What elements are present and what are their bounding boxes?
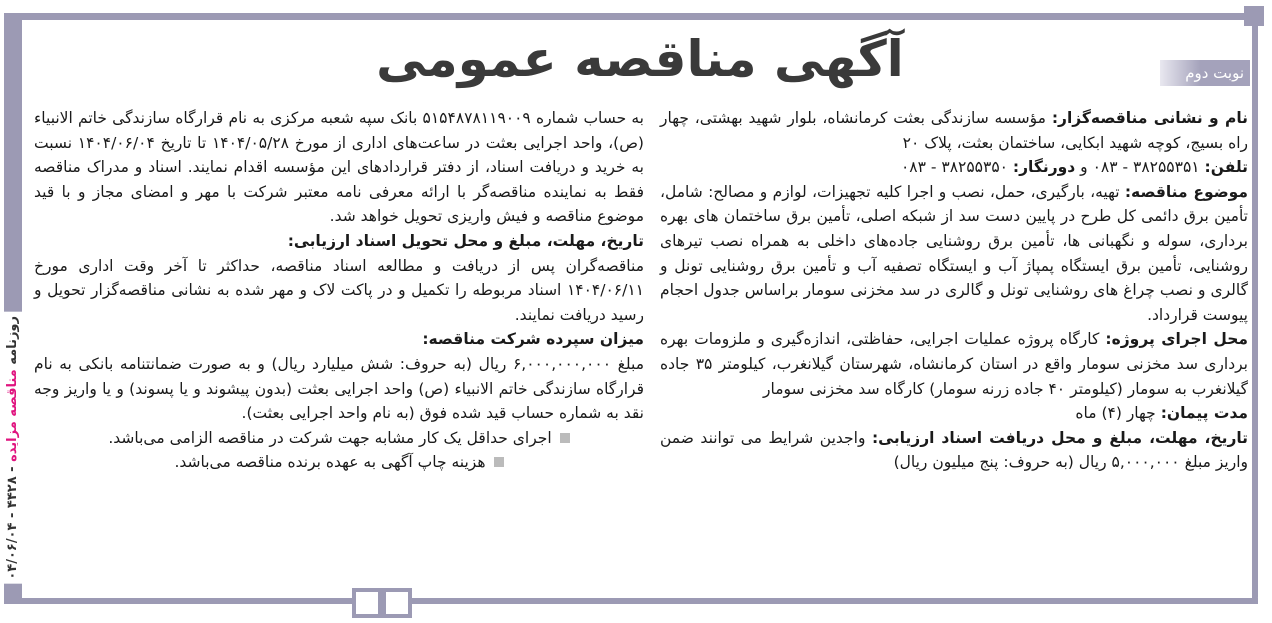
square-bullet-icon	[494, 457, 504, 467]
account-info: به حساب شماره ۵۱۵۴۸۷۸۱۱۹۰۰۹ بانک سپه شعبه مرکزی به نام قرارگاه سازندگی خاتم الانبیاء (ص)، واحد اجرایی بعثت در ساعت‌های اداری از مورخ ۱۴۰۴/۰۵/۲۸ تا تاریخ ۱۴۰۴/۰۶/۰۴ نسبت به خرید و دریافت اسناد، از دفتر قراردادهای این مؤسسه اقدام نمایند. اسناد و مدراک مناقصه فقط به نماینده مناقصه‌گر با ارائه معرفی نامه معتبر شرکت با مهر و امضای مجاز و با قید موضوع مناقصه و فیش واریزی تحویل خواهد شد.	[34, 109, 644, 226]
phone-value: ۳۸۲۵۵۳۵۱ - ۰۸۳ و	[1075, 158, 1205, 177]
frame-top-border	[22, 13, 1250, 20]
receipt-label: تاریخ، مهلت، مبلغ و محل دریافت اسناد ارزیابی:	[871, 428, 1249, 447]
issue-number: ۴۴۲۸	[5, 476, 20, 508]
document-receipt	[660, 426, 1248, 475]
square-bullet-icon	[560, 433, 570, 443]
tenderer-label: نام و نشانی مناقصه‌گزار:	[1051, 109, 1248, 127]
bullet-text: هزینه چاپ آگهی به عهده برنده مناقصه می‌باشد.	[174, 453, 486, 472]
tender-subject	[660, 180, 1248, 328]
duration-text: چهار (۴) ماه	[1075, 404, 1161, 423]
location-label: محل اجرای پروژه:	[1105, 330, 1248, 349]
contract-duration	[660, 401, 1248, 426]
contact-info	[660, 155, 1248, 180]
bottom-square-2	[382, 588, 412, 618]
bottom-square-1	[352, 588, 382, 618]
deposit-text: مبلغ ۶,۰۰۰,۰۰۰,۰۰۰ ریال (به حروف: شش میلیارد ریال) و به صورت ضمانتنامه بانکی به نام قرارگاه سازندگی خاتم الانبیاء (ص) واحد اجرایی بعثت (بدون پیشوند و یا پسوند) و یا واریز وجه نقد به شماره حساب قید شده فوق (به نام واحد اجرایی بعثت).	[34, 354, 644, 423]
frame-bottom-border	[22, 598, 1258, 604]
project-location	[660, 327, 1248, 401]
receipt-text: واجدین شرایط می توانند ضمن واریز مبلغ ۵,۰۰۰,۰۰۰ ریال (به حروف: پنج میلیون ریال)	[660, 428, 1248, 472]
newspaper-brand: مناقصه مزایده	[5, 368, 20, 462]
newspaper-label: روزنامه	[5, 315, 20, 365]
round-badge: نوبت دوم	[1160, 60, 1250, 86]
issue-date: ۰۴/۰۶/۰۴	[5, 522, 20, 580]
deposit-label: میزان سپرده شرکت مناقصه:	[422, 330, 644, 349]
location-text: کارگاه پروژه عملیات اجرایی، حفاظتی، اندازه‌گیری و ملزومات بهره برداری سد مخزنی سومار واقع در استان کرمانشاه، شهرستان گیلانغرب، کیلومتر ۳۵ جاده گیلانغرب به سومار (کیلومتر ۴۰ جاده زرنه سومار) کارگاه سد مخزنی سومار	[660, 330, 1248, 398]
subject-label: موضوع مناقصه:	[1124, 182, 1248, 201]
page-title: آگهی مناقصه عمومی	[376, 30, 904, 88]
fax-value: ۳۸۲۵۵۳۵۰ - ۰۸۳	[900, 158, 1013, 177]
newspaper-credit: روزنامه مناقصه مزایده - ۴۴۲۸ - ۰۴/۰۶/۰۴	[3, 300, 23, 595]
delivery-label: تاریخ، مهلت، مبلغ و محل تحویل اسناد ارزیابی:	[287, 231, 644, 250]
bullet-item	[34, 450, 644, 475]
bullet-text: اجرای حداقل یک کار مشابه جهت شرکت در مناقصه الزامی می‌باشد.	[108, 428, 552, 447]
frame-right-border	[1252, 13, 1258, 603]
right-column	[660, 106, 1248, 475]
subject-text: تهیه، بارگیری، حمل، نصب و اجرا کلیه تجهیزات، لوازم و مصالح: شامل، تأمین برق دائمی کل طرح در پایین دست سد از شبکه اصلی، تأمین برق ساختمان های بهره برداری، سوله و نگهبانی ها، تأمین برق روشنایی جاده‌های داخلی به همراه نصب تیرهای روشنایی، تأمین برق ایستگاه پمپاژ آب و ایستگاه تصفیه آب و تأمین برق روشنایی تونل و گالری و نصب چراغ های روشنایی تونل و گالری در سد مخزنی سومار براساس جدول احجام پیوست قرارداد.	[660, 182, 1248, 324]
phone-label: تلفن:	[1204, 158, 1248, 177]
tenderer-address: مؤسسه سازندگی بعثت کرمانشاه، بلوار شهید بهشتی، چهار راه بسیج، کوچه شهید ابکایی، ساختمان بعثت، پلاک ۲۰	[660, 109, 1248, 152]
bullet-item	[34, 426, 644, 451]
delivery-text: مناقصه‌گران پس از دریافت و مطالعه اسناد مناقصه، حداکثر تا آخر وقت اداری مورخ ۱۴۰۴/۰۶/۱۱ اسناد مربوطه را تکمیل و در پاکت لاک و مهر شده به نشانی مناقصه‌گزار تحویل و رسید دریافت نمایند.	[34, 256, 644, 324]
left-column	[34, 106, 644, 475]
fax-label: دورنگار:	[1012, 158, 1076, 177]
duration-label: مدت پیمان:	[1160, 404, 1248, 423]
tenderer-info	[660, 106, 1248, 155]
